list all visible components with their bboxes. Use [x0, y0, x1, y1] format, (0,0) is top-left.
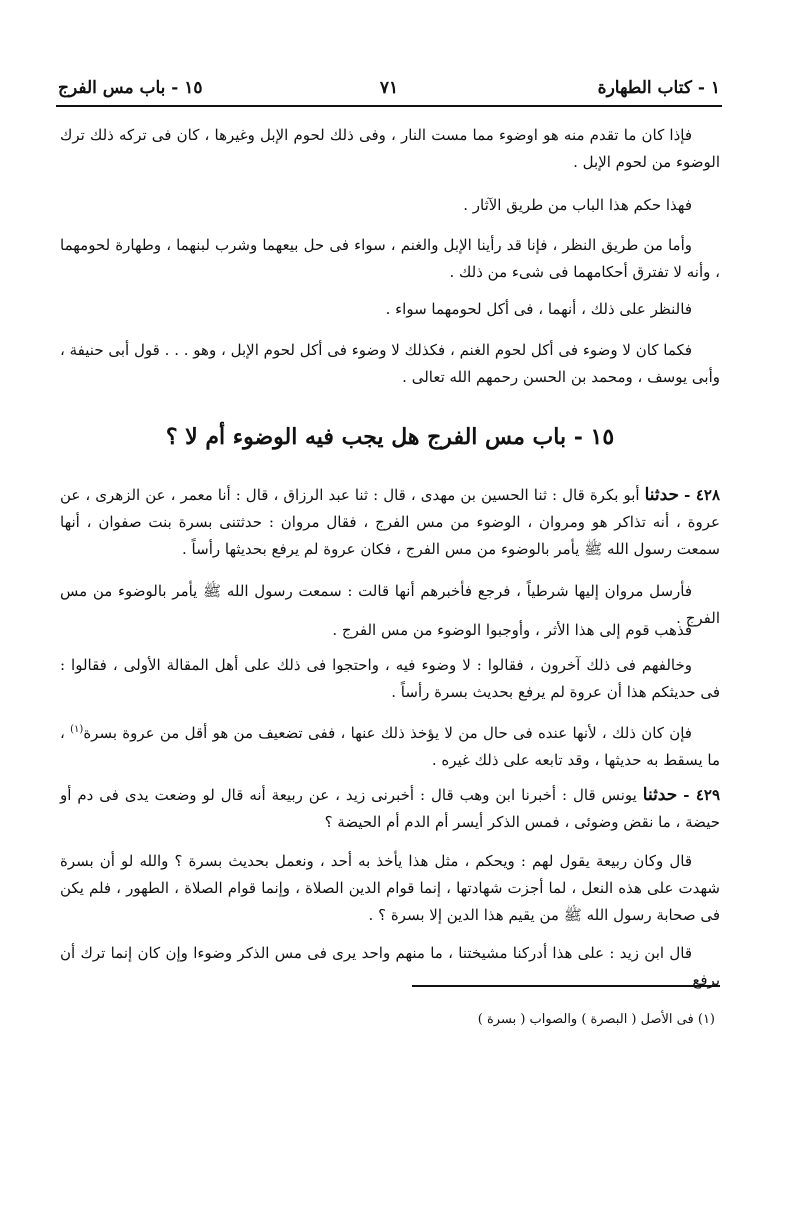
hadith-keyword: حدثنا	[644, 485, 680, 505]
hadith-text: يونس قال : أخبرنا ابن وهب قال : أخبرنى زيد ، عن ربيعة أنه قال لو وضعت يدى فى دم أو حيضة ، ما نقض وضوئى ، فمس الذكر أيسر أم الدم أم الحيضة ؟	[60, 786, 720, 831]
paragraph: فأرسل مروان إليها شرطياً ، فرجع فأخبرهم أنها قالت : سمعت رسول الله ﷺ يأمر بالوضوء من مس الفرج .	[60, 582, 720, 627]
hadith-text: أبو بكرة قال : ثنا الحسين بن مهدى ، قال : ثنا عبد الرزاق ، قال : أنا معمر ، عن الزهرى ، عن عروة ، أنه تذاكر هو ومروان ، الوضوء من مس الفرج ، فقال مروان : حدثتنى بسرة بنت صفوان ، أنها سمعت رسول الله ﷺ يأمر بالوضوء من مس الفرج ، فكان عروة لم يرفع بحديثها رأساً .	[60, 486, 720, 558]
footnote-divider	[412, 985, 720, 987]
paragraph: فإذا كان ما تقدم منه هو اوضوء مما مست النار ، وفى ذلك لحوم الإبل وغيرها ، كان فى تركه ذلك ترك الوضوء من لحوم الإبل .	[60, 126, 720, 171]
paragraph: وخالفهم فى ذلك آخرون ، فقالوا : لا وضوء فيه ، واحتجوا فى ذلك على أهل المقالة الأولى ، فقالوا : فى حديثكم هذا أن عروة لم يرفع بحديث بسرة رأساً .	[60, 656, 720, 701]
paragraph: وأما من طريق النظر ، فإنا قد رأينا الإبل والغنم ، سواء فى حل بيعهما وشرب لبنهما ، وطهارة لحومهما ، وأنه لا تفترق أحكامهما فى شىء من ذلك .	[60, 236, 720, 281]
paragraph: فكما كان لا وضوء فى أكل لحوم الغنم ، فكذلك لا وضوء فى أكل لحوم الإبل ، وهو . . . قول أبى حنيفة ، وأبى يوسف ، ومحمد بن الحسن رحمهم الله تعالى .	[60, 341, 720, 386]
chapter-header: ١٥ - باب مس الفرج	[58, 78, 203, 98]
hadith-keyword: حدثنا	[642, 785, 678, 805]
paragraph: قال وكان ربيعة يقول لهم : ويحكم ، مثل هذا يأخذ به أحد ، ونعمل بحديث بسرة ؟ والله لو أن بسرة شهدت على هذه النعل ، لما أجزت شهادتها ، إنما قوام الدين الصلاة ، وإنما قوام الصلاة ، الطهور ، فلم يكن فى صحابة رسول الله ﷺ من يقيم هذا الدين إلا بسرة ؟ .	[60, 852, 720, 924]
footnote: (١) فى الأصل ( البصرة ) والصواب ( بسرة )	[477, 1012, 715, 1027]
book-title: ١ - كتاب الطهارة	[597, 78, 720, 98]
paragraph: فالنظر على ذلك ، أنهما ، فى أكل لحومهما سواء .	[385, 300, 692, 318]
page-number: ٧١	[379, 78, 399, 98]
paragraph: قال ابن زيد : على هذا أدركنا مشيختنا ، ما منهم واحد يرى فى مس الذكر وضوءا وإن كان إنما ترك أن يرفع	[60, 944, 720, 989]
hadith-428	[60, 482, 720, 563]
hadith-number: ٤٢٩ -	[683, 786, 720, 804]
paragraph-footnoted	[60, 716, 720, 774]
hadith-429	[60, 782, 720, 836]
running-header	[58, 74, 720, 104]
paragraph: فذهب قوم إلى هذا الأثر ، وأوجبوا الوضوء من مس الفرج .	[332, 621, 692, 639]
paragraph-text: فإن كان ذلك ، لأنها عنده فى حال من لا يؤخذ ذلك عنها ، ففى تضعيف من هو أقل من عروة بسرة	[83, 724, 692, 742]
paragraph-text-tail: ، ما يسقط به حديثها ، وقد تابعه على ذلك غيره .	[60, 724, 720, 769]
paragraph: فهذا حكم هذا الباب من طريق الآثار .	[463, 196, 692, 214]
hadith-number: ٤٢٨ -	[684, 486, 721, 504]
chapter-title: ١٥ - باب مس الفرج هل يجب فيه الوضوء أم لا ؟	[165, 424, 615, 450]
header-divider	[56, 105, 722, 107]
footnote-reference[interactable]: (١)	[70, 724, 84, 735]
